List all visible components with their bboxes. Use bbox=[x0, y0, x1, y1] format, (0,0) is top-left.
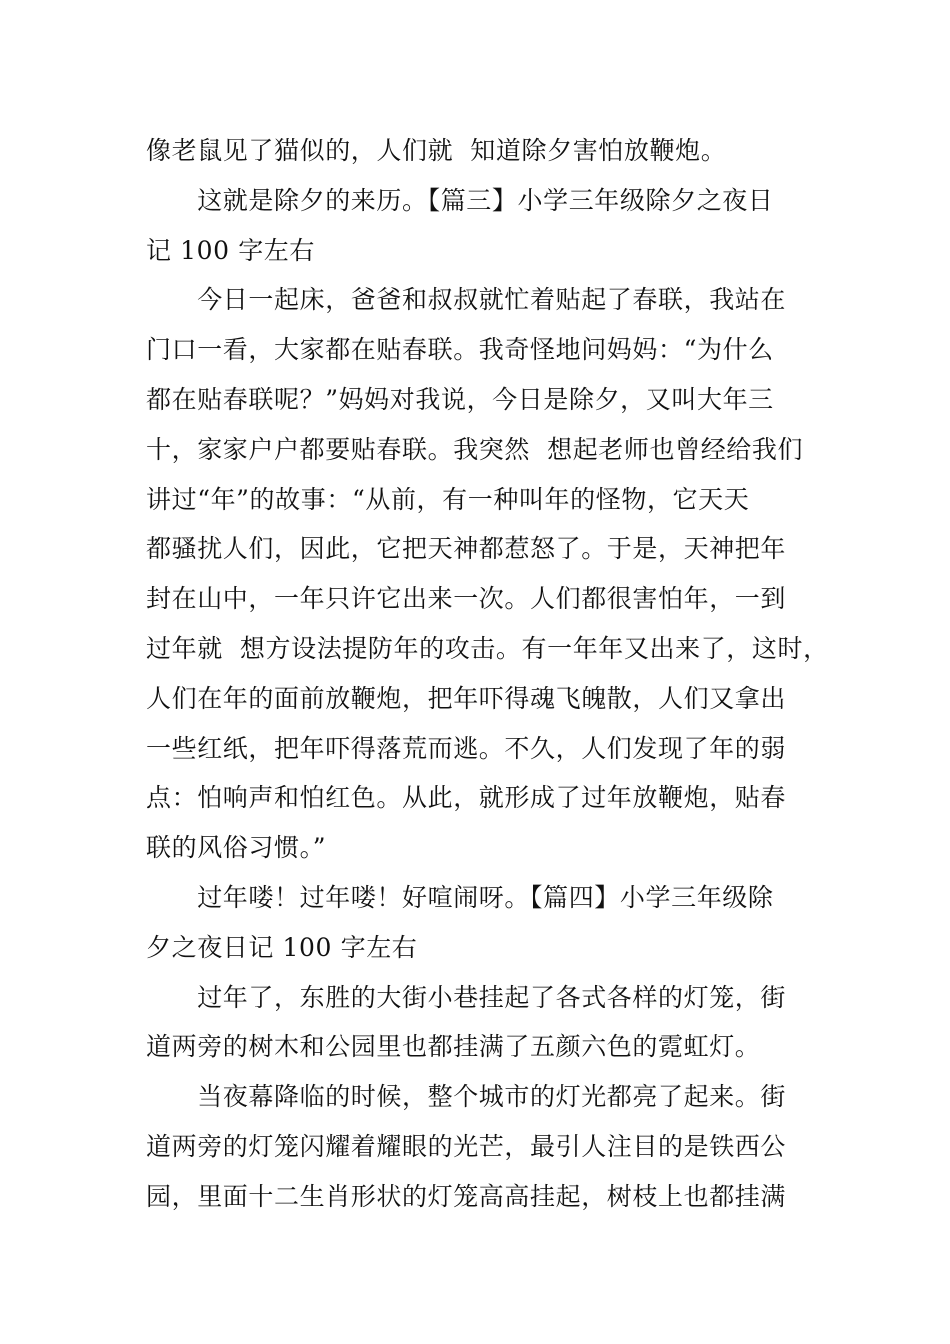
text-line: 一些红纸，把年吓得落荒而逃。不久，人们发现了年的弱 bbox=[146, 733, 787, 763]
text-line: 这就是除夕的来历。【篇三】小学三年级除夕之夜日 bbox=[146, 185, 774, 215]
text-line: 过年就 想方设法提防年的攻击。有一年年又出来了，这时， bbox=[146, 633, 829, 663]
text-line: 当夜幕降临的时候，整个城市的灯光都亮了起来。街 bbox=[146, 1082, 787, 1112]
text-line: 记 100 字左右 bbox=[146, 235, 316, 265]
text-line: 过年喽！过年喽！好喧闹呀。【篇四】小学三年级除 bbox=[146, 882, 774, 912]
text-line: 都在贴春联呢？”妈妈对我说，今日是除夕，又叫大年三 bbox=[146, 384, 774, 414]
text-line: 人们在年的面前放鞭炮，把年吓得魂飞魄散，人们又拿出 bbox=[146, 683, 787, 713]
text-line: 十，家家户户都要贴春联。我突然 想起老师也曾经给我们 bbox=[146, 434, 804, 464]
text-line: 像老鼠见了猫似的，人们就 知道除夕害怕放鞭炮。 bbox=[146, 136, 727, 165]
text-line: 园，里面十二生肖形状的灯笼高高挂起，树枝上也都挂满 bbox=[146, 1181, 787, 1211]
text-line: 今日一起床，爸爸和叔叔就忙着贴起了春联，我站在 bbox=[146, 285, 787, 315]
text-line: 道两旁的灯笼闪耀着耀眼的光芒，最引人注目的是铁西公 bbox=[146, 1131, 787, 1161]
text-line: 封在山中，一年只许它出来一次。人们都很害怕年，一到 bbox=[146, 584, 787, 614]
text-line: 联的风俗习惯。” bbox=[146, 833, 327, 863]
text-line: 过年了，东胜的大街小巷挂起了各式各样的灯笼，街 bbox=[146, 982, 787, 1012]
text-line: 讲过“年”的故事：“从前，有一种叫年的怪物，它天天 bbox=[146, 484, 750, 514]
text-line: 道两旁的树木和公园里也都挂满了五颜六色的霓虹灯。 bbox=[146, 1032, 761, 1062]
text-line: 夕之夜日记 100 字左右 bbox=[146, 932, 418, 962]
text-line: 都骚扰人们，因此，它把天神都惹怒了。于是，天神把年 bbox=[146, 534, 787, 564]
text-line: 门口一看，大家都在贴春联。我奇怪地问妈妈：“为什么 bbox=[146, 335, 774, 365]
text-line: 点：怕响声和怕红色。从此，就形成了过年放鞭炮，贴春 bbox=[146, 783, 787, 813]
document-body bbox=[146, 126, 829, 1222]
